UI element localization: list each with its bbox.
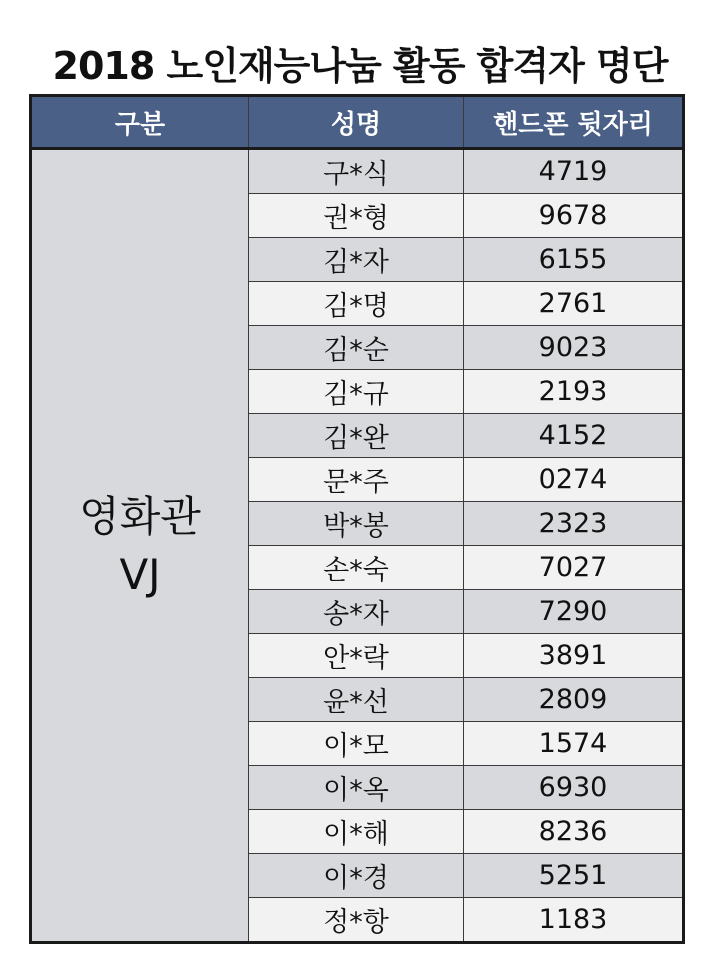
column-header-phone: 핸드폰 뒷자리 bbox=[464, 96, 684, 149]
roster-table bbox=[29, 94, 685, 944]
name-cell: 이*옥 bbox=[249, 766, 464, 810]
phone-digits-cell: 6930 bbox=[464, 766, 684, 810]
name-cell: 이*모 bbox=[249, 722, 464, 766]
column-header-name: 성명 bbox=[249, 96, 464, 149]
phone-digits-cell: 1183 bbox=[464, 898, 684, 943]
name-cell: 구*식 bbox=[249, 149, 464, 194]
phone-digits-cell: 2193 bbox=[464, 370, 684, 414]
phone-digits-cell: 7027 bbox=[464, 546, 684, 590]
phone-digits-cell: 5251 bbox=[464, 854, 684, 898]
phone-digits-cell: 3891 bbox=[464, 634, 684, 678]
phone-digits-cell: 4719 bbox=[464, 149, 684, 194]
phone-digits-cell: 0274 bbox=[464, 458, 684, 502]
name-cell: 안*락 bbox=[249, 634, 464, 678]
phone-digits-cell: 9023 bbox=[464, 326, 684, 370]
phone-digits-cell: 6155 bbox=[464, 238, 684, 282]
name-cell: 문*주 bbox=[249, 458, 464, 502]
page-title: 2018 노인재능나눔 활동 합격자 명단 bbox=[52, 44, 668, 88]
name-cell: 이*해 bbox=[249, 810, 464, 854]
phone-digits-cell: 2809 bbox=[464, 678, 684, 722]
table-row bbox=[31, 149, 684, 194]
name-cell: 김*자 bbox=[249, 238, 464, 282]
phone-digits-cell: 2761 bbox=[464, 282, 684, 326]
name-cell: 이*경 bbox=[249, 854, 464, 898]
name-cell: 김*순 bbox=[249, 326, 464, 370]
name-cell: 송*자 bbox=[249, 590, 464, 634]
table-header-row bbox=[31, 96, 684, 149]
category-label-line: VJ bbox=[119, 549, 161, 599]
name-cell: 김*완 bbox=[249, 414, 464, 458]
phone-digits-cell: 1574 bbox=[464, 722, 684, 766]
phone-digits-cell: 9678 bbox=[464, 194, 684, 238]
name-cell: 김*명 bbox=[249, 282, 464, 326]
phone-digits-cell: 4152 bbox=[464, 414, 684, 458]
name-cell: 윤*선 bbox=[249, 678, 464, 722]
phone-digits-cell: 8236 bbox=[464, 810, 684, 854]
category-cell bbox=[31, 149, 249, 943]
name-cell: 정*항 bbox=[249, 898, 464, 943]
name-cell: 김*규 bbox=[249, 370, 464, 414]
name-cell: 손*숙 bbox=[249, 546, 464, 590]
phone-digits-cell: 7290 bbox=[464, 590, 684, 634]
column-header-category: 구분 bbox=[31, 96, 249, 149]
phone-digits-cell: 2323 bbox=[464, 502, 684, 546]
category-label-line: 영화관 bbox=[79, 491, 201, 541]
name-cell: 박*봉 bbox=[249, 502, 464, 546]
table-body bbox=[31, 149, 684, 943]
name-cell: 권*형 bbox=[249, 194, 464, 238]
